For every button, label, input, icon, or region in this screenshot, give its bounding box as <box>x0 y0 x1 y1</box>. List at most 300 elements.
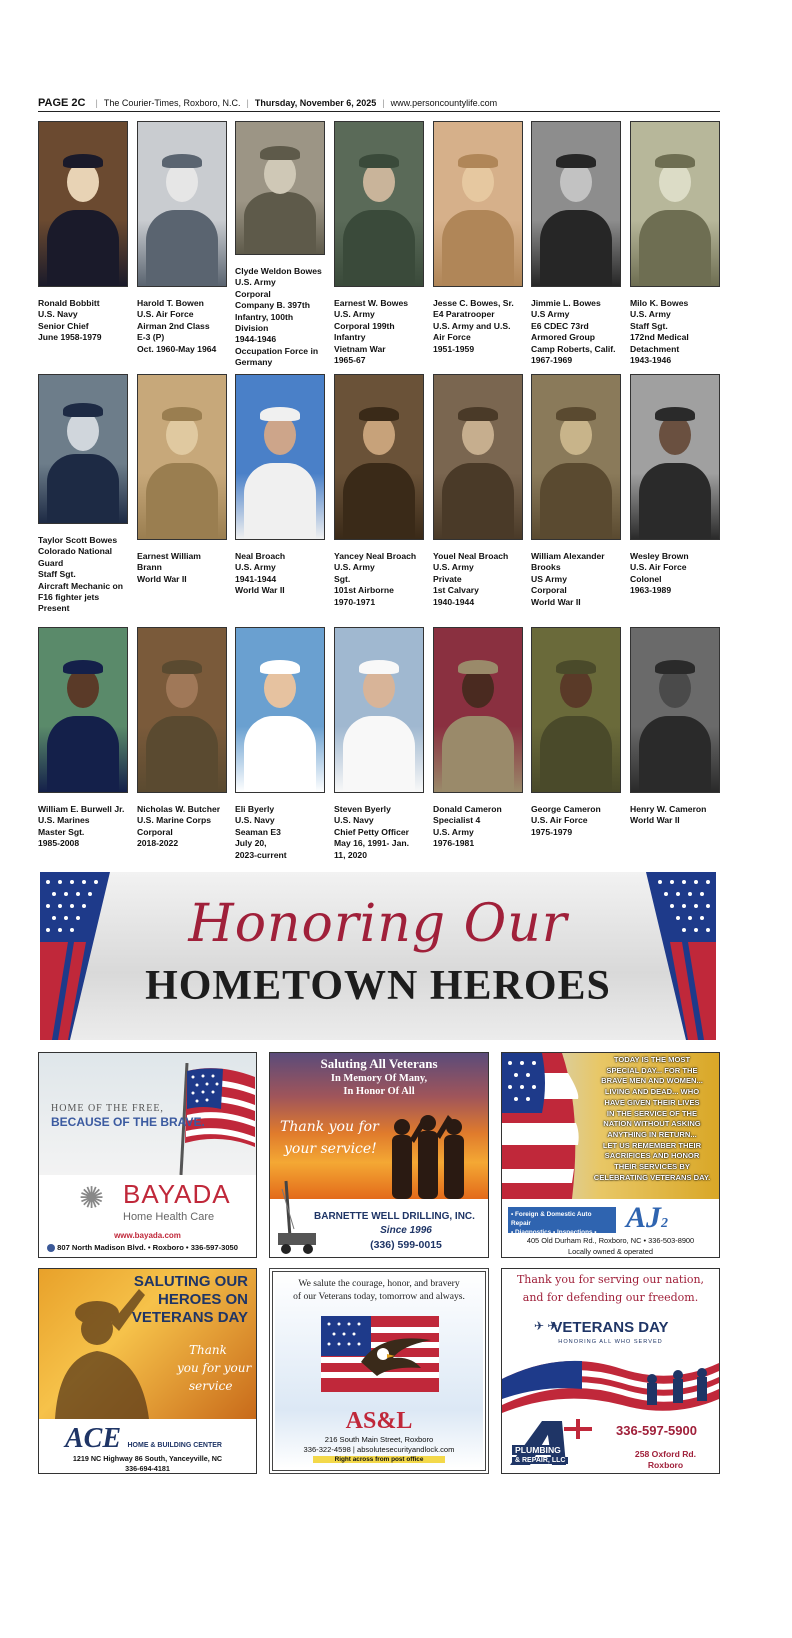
veteran-card <box>235 627 325 861</box>
caption-line: Master Sgt. <box>38 826 85 837</box>
page-number: PAGE 2C <box>38 96 86 109</box>
caption-line: U.S. Army <box>334 309 375 320</box>
aplus-logo: PLUMBING & REPAIR, LLC <box>506 1419 610 1469</box>
caption-line: U.S. Air Force <box>137 309 194 320</box>
caption-line: 1941-1944 <box>235 573 277 584</box>
cap-shape <box>458 154 498 168</box>
veteran-caption <box>38 298 128 344</box>
caption-line: 1970-1971 <box>334 596 376 607</box>
ace-phone: 336-694-4181 <box>125 1464 170 1473</box>
veteran-card <box>433 121 523 355</box>
caption-line: Oct. 1960-May 1964 <box>137 343 217 354</box>
uniform-shape <box>244 716 316 792</box>
caption-line: Earnest W. Bowes <box>334 298 409 308</box>
caption-line: Neal Broach <box>235 551 286 561</box>
aj-message-line: TODAY IS THE MOST <box>613 1055 691 1064</box>
aplus-veterans-day: VETERANS DAY <box>552 1319 669 1336</box>
issue-date: Thursday, November 6, 2025 <box>254 97 377 108</box>
caption-line: Ronald Bobbitt <box>38 298 100 308</box>
caption-line: 101st Airborne <box>334 585 394 596</box>
caption-line: Infantry, 100th <box>235 311 294 322</box>
aj-message-line: CELEBRATING VETERANS DAY. <box>593 1172 711 1182</box>
veteran-photo <box>334 627 424 793</box>
jets-icon: ✈ ✈ <box>534 1319 558 1333</box>
cap-shape <box>556 154 596 168</box>
bayada-subtitle: Home Health Care <box>123 1211 215 1223</box>
aj-message-line: SACRIFICES AND HONOR <box>604 1151 700 1161</box>
caption-line: Earnest William <box>137 551 201 561</box>
caption-line: Specialist 4 <box>433 815 481 826</box>
caption-line: Corporal <box>531 585 567 596</box>
caption-line: U.S. Army <box>235 562 276 573</box>
veteran-photo <box>38 121 128 287</box>
caption-line: 1976-1981 <box>433 838 475 849</box>
veteran-caption <box>433 804 523 850</box>
uniform-shape <box>540 716 612 792</box>
caption-line: U.S. Army <box>235 277 276 288</box>
caption-line: June 1958-1979 <box>38 332 102 343</box>
caption-line: Division <box>235 323 269 334</box>
caption-line: U.S. Navy <box>235 815 275 826</box>
caption-line: May 16, 1991- Jan. <box>334 838 410 849</box>
aj-message-line: LET US REMEMBER THEIR <box>602 1140 702 1150</box>
veteran-caption <box>630 804 720 827</box>
face-shape <box>166 668 198 708</box>
veteran-photo <box>235 627 325 793</box>
veteran-card <box>334 121 424 366</box>
veteran-photo <box>630 374 720 540</box>
asl-contact: 336-322-4598 | absolutesecurityandlock.com <box>303 1445 455 1454</box>
paper-name: The Courier-Times, Roxboro, N.C. <box>103 97 241 108</box>
face-shape <box>363 415 395 455</box>
caption-line: Jimmie L. Bowes <box>531 298 601 308</box>
caption-line: 1975-1979 <box>531 826 573 837</box>
uniform-shape <box>442 463 514 539</box>
veteran-card <box>38 627 128 850</box>
veteran-photo <box>137 121 227 287</box>
caption-line: U.S. Air Force <box>630 562 687 573</box>
uniform-shape <box>146 463 218 539</box>
caption-line: Germany <box>235 357 273 368</box>
eagle-flag-icon <box>321 1312 441 1396</box>
caption-line: Staff Sgt. <box>630 320 668 331</box>
caption-line: William E. Burwell Jr. <box>38 804 125 814</box>
ace-logo: ACE HOME & BUILDING CENTER <box>65 1423 222 1454</box>
caption-line: U.S. Army <box>630 309 671 320</box>
caption-line: Steven Byerly <box>334 804 391 814</box>
ace-thanks-3: service <box>189 1379 233 1393</box>
aplus-honor: HONORING ALL WHO SERVED <box>558 1339 663 1345</box>
veteran-card <box>137 121 227 355</box>
asl-note: Right across from post office <box>313 1456 445 1463</box>
uniform-shape <box>244 463 316 539</box>
caption-line: U.S. Navy <box>38 309 78 320</box>
caption-line: 2018-2022 <box>137 838 179 849</box>
caption-line: 11, 2020 <box>334 849 367 860</box>
cap-shape <box>359 154 399 168</box>
veteran-caption <box>137 551 227 585</box>
barnette-thanks-2: your service! <box>284 1141 377 1157</box>
aj-message-line: IN THE SERVICE OF THE <box>606 1108 698 1118</box>
caption-line: 1967-1969 <box>531 355 573 366</box>
caption-line: E6 CDEC 73rd <box>531 320 589 331</box>
cap-shape <box>63 660 103 674</box>
veteran-caption <box>334 551 424 608</box>
caption-line: Corporal <box>235 288 271 299</box>
banner-script-title: Honoring Our <box>188 894 568 954</box>
veteran-card <box>433 374 523 608</box>
banner-title: HOMETOWN HEROES <box>145 963 611 1009</box>
uniform-shape <box>639 716 711 792</box>
face-shape <box>560 415 592 455</box>
caption-line: Air Force <box>433 332 471 343</box>
veteran-caption <box>433 551 523 608</box>
asl-ad <box>269 1268 489 1474</box>
veteran-photo <box>531 121 621 287</box>
bayada-logo-icon: ✺ <box>79 1182 105 1215</box>
face-shape <box>462 415 494 455</box>
veteran-caption <box>630 551 720 597</box>
face-shape <box>363 668 395 708</box>
veteran-card <box>531 627 621 838</box>
veteran-card <box>235 374 325 597</box>
caption-line: Nicholas W. Butcher <box>137 804 221 814</box>
caption-line: Donald Cameron <box>433 804 502 814</box>
barnette-ad <box>269 1052 489 1258</box>
caption-line: Infantry <box>334 332 366 343</box>
caption-line: U.S. Army <box>433 826 474 837</box>
caption-line: U.S. Army <box>334 562 375 573</box>
caption-line: Guard <box>38 557 64 568</box>
uniform-shape <box>146 716 218 792</box>
veteran-photo <box>137 374 227 540</box>
veteran-caption <box>433 298 523 355</box>
barnette-thanks-1: Thank you for <box>280 1119 379 1135</box>
caption-line: George Cameron <box>531 804 601 814</box>
veteran-card <box>630 627 720 827</box>
caption-line: Taylor Scott Bowes <box>38 535 118 545</box>
barnette-line3: In Honor Of All <box>343 1086 415 1097</box>
veteran-caption <box>38 535 128 615</box>
aj-local: Locally owned & operated <box>567 1247 654 1256</box>
veteran-card <box>531 121 621 366</box>
caption-line: Colorado National <box>38 546 113 557</box>
caption-line: F16 fighter jets <box>38 592 100 603</box>
hometown-heroes-banner <box>40 872 716 1040</box>
veteran-card <box>531 374 621 608</box>
caption-line: Brann <box>137 562 162 573</box>
veteran-card <box>137 374 227 585</box>
veteran-photo <box>630 627 720 793</box>
cap-shape <box>655 407 695 421</box>
veteran-caption <box>334 298 424 366</box>
face-shape <box>166 162 198 202</box>
aplus-line-2: and for defending our freedom. <box>522 1291 699 1304</box>
cap-shape <box>63 154 103 168</box>
uniform-shape <box>442 210 514 286</box>
veteran-photo <box>531 627 621 793</box>
caption-line: Brooks <box>531 562 561 573</box>
veteran-photo <box>137 627 227 793</box>
caption-line: 1965-67 <box>334 355 366 366</box>
ace-heading-1: SALUTING OUR <box>133 1273 248 1290</box>
waving-flag-icon <box>502 1053 594 1199</box>
cap-shape <box>359 660 399 674</box>
aj-services: • Foreign & Domestic Auto Repair • Diagnostics • Inspections • Tires <box>508 1207 616 1233</box>
caption-line: Camp Roberts, Calif. <box>531 343 616 354</box>
caption-line: Youel Neal Broach <box>433 551 509 561</box>
veteran-photo <box>38 627 128 793</box>
veteran-photo <box>433 374 523 540</box>
aplus-line-1: Thank you for serving our nation, <box>516 1273 705 1286</box>
uniform-shape <box>639 463 711 539</box>
cap-shape <box>260 146 300 160</box>
caption-line: 1963-1989 <box>630 585 672 596</box>
facebook-icon <box>47 1244 55 1252</box>
uniform-shape <box>540 210 612 286</box>
aplus-phone: 336-597-5900 <box>616 1423 697 1438</box>
uniform-shape <box>146 210 218 286</box>
barnette-phone: (336) 599-0015 <box>370 1239 442 1251</box>
bayada-tagline-1: HOME OF THE FREE, <box>51 1103 164 1114</box>
caption-line: Armored Group <box>531 332 595 343</box>
cap-shape <box>162 660 202 674</box>
veteran-caption <box>235 266 325 369</box>
cap-shape <box>260 407 300 421</box>
face-shape <box>659 668 691 708</box>
caption-line: Company B. 397th <box>235 300 310 311</box>
caption-line: Detachment <box>630 343 680 354</box>
caption-line: 1943-1946 <box>630 355 672 366</box>
cap-shape <box>63 403 103 417</box>
aj-auto-ad <box>501 1052 720 1258</box>
caption-line: Staff Sgt. <box>38 569 76 580</box>
bayada-website[interactable]: www.bayada.com <box>114 1231 181 1240</box>
caption-line: Henry W. Cameron <box>630 804 707 814</box>
aj-logo: AJ2 <box>626 1201 669 1234</box>
cap-shape <box>162 154 202 168</box>
caption-line: Seaman E3 <box>235 826 281 837</box>
caption-line: Yancey Neal Broach <box>334 551 417 561</box>
veteran-photo <box>38 374 128 524</box>
veteran-caption <box>630 298 720 366</box>
veteran-photo <box>531 374 621 540</box>
caption-line: Milo K. Bowes <box>630 298 689 308</box>
ace-thanks-2: you for your <box>177 1361 252 1375</box>
caption-line: William Alexander <box>531 551 605 561</box>
ace-address: 1219 NC Highway 86 South, Yanceyville, NC <box>72 1454 223 1463</box>
bayada-name: BAYADA <box>123 1179 231 1209</box>
veteran-card <box>137 627 227 850</box>
veteran-photo <box>334 121 424 287</box>
caption-line: Senior Chief <box>38 320 89 331</box>
face-shape <box>67 411 99 451</box>
veteran-card <box>630 374 720 597</box>
uniform-shape <box>639 210 711 286</box>
caption-line: U.S. Navy <box>334 815 374 826</box>
caption-line: Eli Byerly <box>235 804 275 814</box>
veteran-card <box>334 374 424 608</box>
cap-shape <box>556 407 596 421</box>
caption-line: Corporal 199th <box>334 320 395 331</box>
face-shape <box>560 668 592 708</box>
face-shape <box>264 154 296 194</box>
veteran-photo <box>433 121 523 287</box>
caption-line: Corporal <box>137 826 173 837</box>
aj-address: 405 Old Durham Rd., Roxboro, NC • 336-503-8900 <box>526 1236 695 1245</box>
caption-line: Wesley Brown <box>630 551 689 561</box>
caption-line: Sgt. <box>334 573 351 584</box>
veteran-caption <box>235 804 325 861</box>
face-shape <box>67 668 99 708</box>
caption-line: World War II <box>630 815 680 826</box>
barnette-name: BARNETTE WELL DRILLING, INC. <box>314 1211 475 1222</box>
caption-line: Colonel <box>630 573 662 584</box>
face-shape <box>462 162 494 202</box>
soldier-silhouette-icon <box>45 1279 165 1419</box>
caption-line: 172nd Medical <box>630 332 689 343</box>
aj-message-line: THEIR SERVICES BY <box>614 1162 690 1172</box>
veteran-card <box>433 627 523 850</box>
cap-shape <box>655 154 695 168</box>
caption-line: Occupation Force in <box>235 345 319 356</box>
caption-line: Private <box>433 573 462 584</box>
caption-line: U.S. Marine Corps <box>137 815 212 826</box>
uniform-shape <box>343 463 415 539</box>
drilling-truck-icon <box>276 1179 318 1255</box>
page-header: PAGE 2C | The Courier-Times, Roxboro, N.C. | Thursday, November 6, 2025 | www.personcountylife.com <box>38 94 720 112</box>
caption-line: U.S. Marines <box>38 815 90 826</box>
face-shape <box>363 162 395 202</box>
uniform-shape <box>442 716 514 792</box>
caption-line: 1st Calvary <box>433 585 479 596</box>
aplus-address-2: Roxboro <box>647 1460 684 1470</box>
website-link[interactable]: www.personcountylife.com <box>390 97 498 108</box>
uniform-shape <box>47 210 119 286</box>
aj-message-line: HAVE GIVEN THEIR LIVES <box>604 1097 700 1107</box>
caption-line: Clyde Weldon Bowes <box>235 266 322 276</box>
caption-line: Harold T. Bowen <box>137 298 204 308</box>
caption-line: 1951-1959 <box>433 343 475 354</box>
caption-line: World War II <box>235 585 285 596</box>
veteran-photo <box>235 121 325 255</box>
caption-line: Vietnam War <box>334 343 386 354</box>
aj-message-line: LIVING AND DEAD... WHO <box>604 1087 700 1097</box>
veteran-card <box>630 121 720 366</box>
veteran-caption <box>531 298 621 366</box>
cap-shape <box>458 407 498 421</box>
caption-line: U.S. Army and U.S. <box>433 320 511 331</box>
caption-line: Aircraft Mechanic on <box>38 580 124 591</box>
cap-shape <box>359 407 399 421</box>
veteran-caption <box>531 551 621 608</box>
ace-heading-3: VETERANS DAY <box>131 1309 248 1326</box>
veteran-photo <box>433 627 523 793</box>
veteran-caption <box>38 804 128 850</box>
bayada-ad <box>38 1052 257 1258</box>
face-shape <box>264 415 296 455</box>
aplus-address-1: 258 Oxford Rd. <box>634 1449 697 1459</box>
face-shape <box>560 162 592 202</box>
face-shape <box>166 415 198 455</box>
caption-line: Chief Petty Officer <box>334 826 409 837</box>
caption-line: World War II <box>137 573 187 584</box>
face-shape <box>659 415 691 455</box>
veteran-card <box>235 121 325 369</box>
asl-address: 216 South Main Street, Roxboro <box>324 1435 434 1444</box>
barnette-line2: In Memory Of Many, <box>330 1073 428 1084</box>
uniform-shape <box>540 463 612 539</box>
flag-wave-soldiers-icon <box>502 1349 719 1419</box>
aj-message-line: BRAVE MEN AND WOMEN... <box>601 1076 703 1086</box>
face-shape <box>659 162 691 202</box>
caption-line: 1940-1944 <box>433 596 475 607</box>
veteran-card <box>334 627 424 861</box>
aj-message-line: NATION WITHOUT ASKING <box>603 1119 701 1129</box>
veteran-caption <box>235 551 325 597</box>
caption-line: US Army <box>531 573 567 584</box>
uniform-shape <box>343 210 415 286</box>
caption-line: Airman 2nd Class <box>137 320 210 331</box>
uniform-shape <box>47 454 119 523</box>
veteran-card <box>38 374 128 615</box>
veteran-caption <box>137 298 227 355</box>
aj-message-line: SPECIAL DAY... FOR THE <box>606 1065 698 1075</box>
veteran-caption <box>137 804 227 850</box>
veteran-photo <box>630 121 720 287</box>
caption-line: U.S. Army <box>433 562 474 573</box>
uniform-shape <box>47 716 119 792</box>
saluting-soldiers-icon <box>382 1113 472 1199</box>
caption-line: World War II <box>531 596 581 607</box>
veteran-caption <box>334 804 424 861</box>
caption-line: 2023-current <box>235 849 287 860</box>
veteran-card <box>38 121 128 344</box>
bayada-address: 807 North Madison Blvd. • Roxboro • 336-597-3050 <box>47 1243 238 1252</box>
aj-message <box>588 1055 716 1183</box>
caption-line: 1985-2008 <box>38 838 80 849</box>
barnette-since: Since 1996 <box>380 1225 432 1236</box>
caption-line: E4 Paratrooper <box>433 309 495 320</box>
caption-line: Jesse C. Bowes, Sr. <box>433 298 514 308</box>
cap-shape <box>655 660 695 674</box>
asl-line-2: of our Veterans today, tomorrow and always. <box>293 1291 465 1302</box>
caption-line: U.S. Air Force <box>531 815 588 826</box>
aj-message-line: ANYTHING IN RETURN... <box>607 1129 697 1139</box>
veteran-caption <box>531 804 621 838</box>
ace-ad <box>38 1268 257 1474</box>
face-shape <box>462 668 494 708</box>
aplus-ad <box>501 1268 720 1474</box>
barnette-title: Saluting All Veterans <box>320 1056 438 1071</box>
uniform-shape <box>244 192 316 254</box>
caption-line: Present <box>38 603 70 614</box>
caption-line: U.S Army <box>531 309 570 320</box>
asl-logo: AS&L <box>345 1408 413 1434</box>
face-shape <box>264 668 296 708</box>
caption-line: E-3 (P) <box>137 332 165 343</box>
cap-shape <box>458 660 498 674</box>
cap-shape <box>162 407 202 421</box>
caption-line: July 20, <box>235 838 267 849</box>
ace-thanks-1: Thank <box>189 1343 227 1357</box>
asl-line-1: We salute the courage, honor, and bravery <box>298 1278 460 1289</box>
caption-line: 1944-1946 <box>235 334 277 345</box>
ace-heading-2: HEROES ON <box>157 1291 248 1308</box>
veteran-photo <box>235 374 325 540</box>
uniform-shape <box>343 716 415 792</box>
cap-shape <box>260 660 300 674</box>
